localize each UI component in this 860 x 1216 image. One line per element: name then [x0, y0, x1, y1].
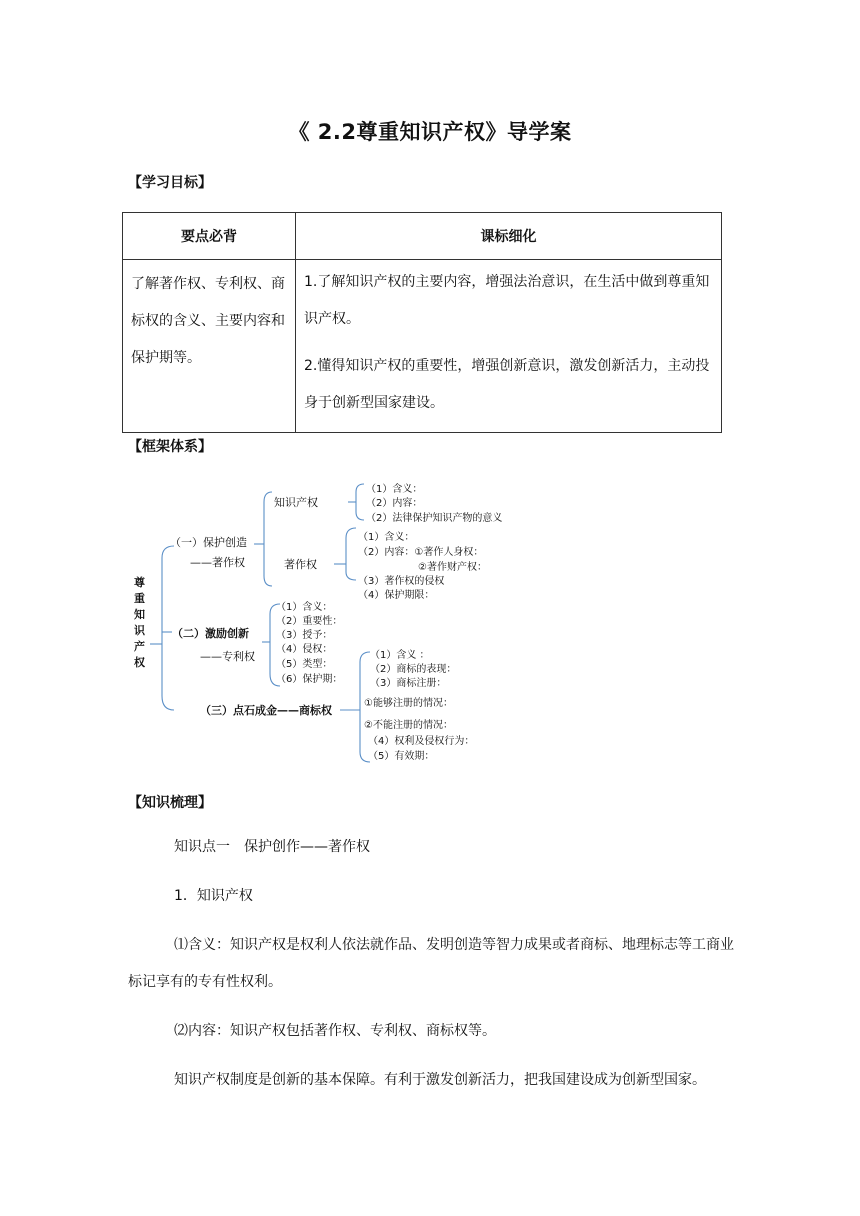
trademark-item: （4）权利及侵权行为： [368, 736, 475, 747]
knowledge-point-heading: 知识点一 保护创作——著作权 [174, 839, 370, 855]
trademark-item: ①能够注册的情况： [364, 698, 453, 709]
paragraph: ⑴含义：知识产权是权利人依法就作品、发明创造等智力成果或者商标、地理标志等工商业标记享有的专有性权利。 [128, 937, 734, 990]
root-char: 知 [134, 608, 145, 621]
trademark-item: （2）商标的表现： [370, 664, 457, 675]
ip-item: （2）内容： [366, 498, 423, 509]
branch1-title: （一）保护创造 [170, 536, 247, 549]
ip-label: 知识产权 [274, 496, 318, 509]
root-char: 产 [134, 640, 145, 653]
root-char: 识 [134, 624, 145, 637]
framework-diagram [128, 474, 548, 764]
copyright-item: （3）著作权的侵权 [358, 576, 445, 587]
section-heading-knowledge: 【知识梳理】 [128, 795, 212, 811]
table-row [123, 260, 722, 433]
root-char: 权 [134, 656, 145, 669]
section-heading-framework: 【框架体系】 [128, 439, 212, 455]
knowledge-body [128, 829, 734, 1099]
table-cell [296, 260, 722, 433]
copyright-bracket [346, 528, 356, 580]
trademark-item: （1）含义 ： [370, 650, 430, 661]
ip-item: （1）含义： [366, 484, 423, 495]
patent-item: （5）类型： [276, 659, 333, 670]
copyright-item: （1）含义： [358, 532, 415, 543]
sub-heading: 1．知识产权 [174, 888, 253, 904]
copyright-item: （4）保护期限： [358, 590, 435, 601]
table-header-cell: 课标细化 [296, 213, 722, 260]
key-points-text: 了解著作权、专利权、商标权的含义、主要内容和保护期等。 [131, 276, 285, 366]
patent-item: （1）含义： [276, 602, 333, 613]
patent-item: （2）重要性： [276, 616, 343, 627]
table-header-cell: 要点必背 [123, 213, 296, 260]
root-char: 尊 [134, 576, 145, 589]
copyright-item: （2）内容：①著作人身权： [358, 547, 484, 558]
branch3-title: （三）点石成金——商标权 [200, 704, 332, 717]
ip-bracket [356, 484, 364, 520]
ip-item: （2）法律保护知识产物的意义 [366, 513, 503, 524]
root-char: 重 [134, 592, 145, 605]
table-cell [123, 260, 296, 433]
branch2-subtitle: ——专利权 [200, 650, 255, 663]
patent-item: （3）授予： [276, 630, 333, 641]
trademark-item: （3）商标注册： [370, 678, 447, 689]
page-title: 《 2.2尊重知识产权》导学案 [288, 120, 572, 144]
paragraph: 知识产权制度是创新的基本保障。有利于激发创新活力，把我国建设成为创新型国家。 [174, 1072, 706, 1088]
branch1-subtitle: ——著作权 [190, 556, 245, 569]
curriculum-item: 1.了解知识产权的主要内容，增强法治意识，在生活中做到尊重知识产权。 [304, 274, 710, 327]
trademark-item: ②不能注册的情况： [364, 720, 453, 731]
copyright-item: ②著作财产权： [418, 562, 487, 573]
trademark-item: （5）有效期： [368, 751, 435, 762]
table-header-row [123, 213, 722, 260]
copyright-label: 著作权 [284, 558, 317, 571]
goals-table [122, 212, 722, 433]
branch2-title: （二）激励创新 [172, 627, 249, 640]
patent-item: （4）侵权： [276, 644, 333, 655]
branch1-bracket [264, 492, 272, 586]
section-heading-goals: 【学习目标】 [128, 175, 212, 191]
curriculum-item: 2.懂得知识产权的重要性，增强创新意识，激发创新活力，主动投身于创新型国家建设。 [304, 358, 710, 411]
paragraph: ⑵内容：知识产权包括著作权、专利权、商标权等。 [174, 1023, 496, 1039]
patent-item: （6）保护期： [276, 674, 343, 685]
